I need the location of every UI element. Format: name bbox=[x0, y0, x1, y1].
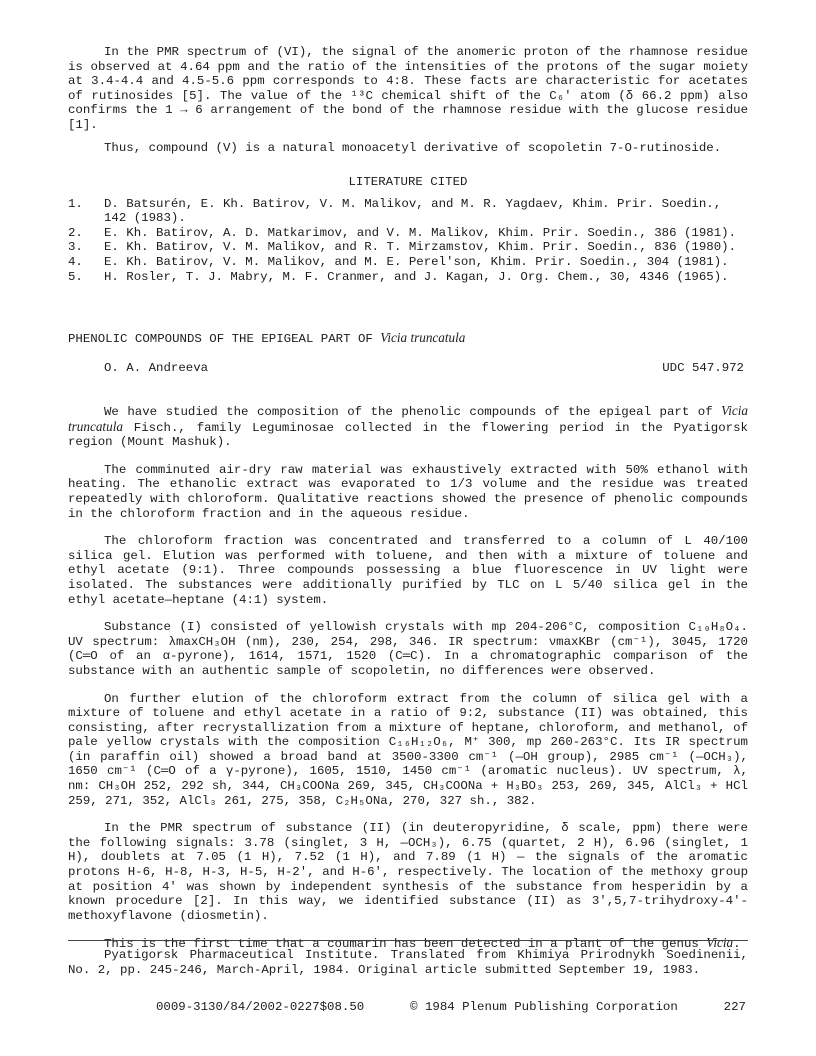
species-name: Vicia truncatula bbox=[68, 403, 748, 434]
page-number: 227 bbox=[723, 1000, 746, 1014]
page-footer bbox=[156, 1000, 746, 1015]
udc-code: UDC 547.972 bbox=[662, 361, 744, 375]
reference-text: E. Kh. Batirov, V. M. Malikov, and R. T. Mirzamstov, Khim. Prir. Soedin., 836 (1980). bbox=[104, 240, 737, 255]
literature-cited bbox=[68, 175, 748, 284]
reference-number: 2. bbox=[68, 225, 83, 240]
reference-text: D. Batsurén, E. Kh. Batirov, V. M. Malikov, and M. R. Yagdaev, Khim. Prir. Soedin., 142 (1983). bbox=[104, 196, 722, 226]
pmr-paragraph: In the PMR spectrum of (VI), the signal of the anomeric proton of the rhamnose residue is observed at 4.64 ppm and the ratio of the intensities of the protons of the sugar moiety at 3.4-4.4 and 4.5-5.6 ppm corresponds to 4:8. These facts are characteristic for acetates of rutinosides [5]. The value of the ¹³C chemical shift of the C₆' atom (δ 66.2 ppm) also confirms the 1 → 6 arrangement of the bond of the rhamnose residue with the glucose residue [1]. bbox=[68, 45, 748, 132]
reference-item bbox=[68, 226, 748, 241]
reference-number: 5. bbox=[68, 269, 83, 284]
article-title bbox=[68, 331, 748, 347]
body-paragraph: The comminuted air-dry raw material was exhaustively extracted with 50% ethanol with heating. The ethanolic extract was evaporated to 1/3 volume and the residue was treated repeatedly with chloroform. Qualitative reactions showed the presence of phenolic compounds in the chloroform fraction and in the aqueous residue. bbox=[68, 462, 748, 521]
body-paragraph: This is the first time that a coumarin has been detected in a plant of the genus Vicia. bbox=[104, 935, 741, 952]
reference-item bbox=[68, 240, 748, 255]
body-paragraph: Substance (I) consisted of yellowish crystals with mp 204-206°C, composition C₁₀H₈O₄. UV spectrum: λmaxCH₃OH (nm), 230, 254, 298, 346. IR spectrum: νmaxKBr (cm⁻¹), 3045, 1720 (C═O of an α-pyrone), 1614, 1571, 1520 (C═C). In a chromatographic comparison of the substance with an authentic sample of scopoletin, no differences were observed. bbox=[68, 620, 748, 678]
conclusion-paragraph: Thus, compound (V) is a natural monoacetyl derivative of scopoletin 7-O-rutinoside. bbox=[104, 140, 722, 155]
article-code: 0009-3130/84/2002-0227$08.50 bbox=[156, 1000, 365, 1014]
reference-number: 3. bbox=[68, 240, 83, 255]
author-name: O. A. Andreeva bbox=[104, 361, 209, 375]
continuation-section bbox=[68, 45, 748, 155]
article-title-text: PHENOLIC COMPOUNDS OF THE EPIGEAL PART OF bbox=[68, 332, 381, 346]
article-body bbox=[68, 404, 748, 952]
reference-text: E. Kh. Batirov, V. M. Malikov, and M. E. Perel'son, Khim. Prir. Soedin., 304 (1981). bbox=[104, 254, 729, 269]
footnote-text: Pyatigorsk Pharmaceutical Institute. Translated from Khimiya Prirodnykh Soedinenii, No. 2, pp. 245-246, March-April, 1984. Original article submitted September 19, 1983. bbox=[68, 948, 748, 977]
footnote bbox=[68, 948, 748, 977]
literature-heading: LITERATURE CITED bbox=[348, 175, 468, 189]
reference-text: E. Kh. Batirov, A. D. Matkarimov, and V. M. Malikov, Khim. Prir. Soedin., 386 (1981). bbox=[104, 225, 737, 240]
reference-item bbox=[68, 270, 748, 285]
body-paragraph: The chloroform fraction was concentrated and transferred to a column of L 40/100 silica gel. Elution was performed with toluene, and then with a mixture of toluene and ethyl acetate (9:1). Three compounds possessing a blue fluorescence in UV light were isolated. The substances were additionally purified by TLC on L 5/40 silica gel in the ethyl acetate—heptane (4:1) system. bbox=[68, 534, 748, 607]
genus-name: Vicia bbox=[706, 935, 734, 951]
footnote-divider bbox=[68, 940, 748, 941]
body-paragraph: On further elution of the chloroform extract from the column of silica gel with a mixture of toluene and ethyl acetate in a ratio of 9:2, substance (II) was obtained, this consisting, after recrystallization from a mixture of heptane, chloroform, and methanol, of pale yellow crystals with the composition C₁₆H₁₂O₆, M⁺ 300, mp 260-263°C. Its IR spectrum (in paraffin oil) showed a broad band at 3500-3300 cm⁻¹ (—OH group), 2985 cm⁻¹ (—OCH₃), 1650 cm⁻¹ (C═O of a γ-pyrone), 1605, 1510, 1450 cm⁻¹ (aromatic nucleus). UV spectrum, λ, nm: CH₃OH 252, 292 sh, 344, CH₃COONa 269, 345, CH₃COONa + H₃BO₃ 253, 269, 345, AlCl₃ + HCl 259, 271, 352, AlCl₃ 261, 275, 358, C₂H₅ONa, 270, 327 sh., 382. bbox=[68, 691, 748, 808]
body-paragraph: We have studied the composition of the phenolic compounds of the epigeal part of Vicia truncatula Fisch., family Leguminosae collected in the flowering period in the Pyatigorsk region (Mount Mashuk). bbox=[68, 403, 748, 450]
byline bbox=[104, 361, 744, 376]
body-paragraph: In the PMR spectrum of substance (II) (in deuteropyridine, δ scale, ppm) there were the following signals: 3.78 (singlet, 3 H, —OCH₃), 6.75 (quartet, 2 H), 6.96 (singlet, 1 H), doublets at 7.05 (1 H), 7.52 (1 H), and 7.89 (1 H) — the signals of the aromatic protons H-6, H-8, H-3, H-5, H-2', and H-6', respectively. The location of the methoxy group at position 4' was shown by independent synthesis of the substance from hesperidin by a known procedure [2]. In this way, we identified substance (II) as 3',5,7-trihydroxy-4'-methoxyflavone (diosmetin). bbox=[68, 821, 748, 923]
reference-number: 4. bbox=[68, 254, 83, 269]
reference-item bbox=[68, 255, 748, 270]
copyright-notice: © 1984 Plenum Publishing Corporation bbox=[410, 1000, 678, 1014]
article-title-species: Vicia truncatula bbox=[380, 330, 466, 345]
reference-item bbox=[68, 197, 748, 226]
reference-text: H. Rosler, T. J. Mabry, M. F. Cranmer, and J. Kagan, J. Org. Chem., 30, 4346 (1965). bbox=[104, 269, 729, 284]
reference-list bbox=[68, 197, 748, 285]
reference-number: 1. bbox=[68, 196, 83, 211]
